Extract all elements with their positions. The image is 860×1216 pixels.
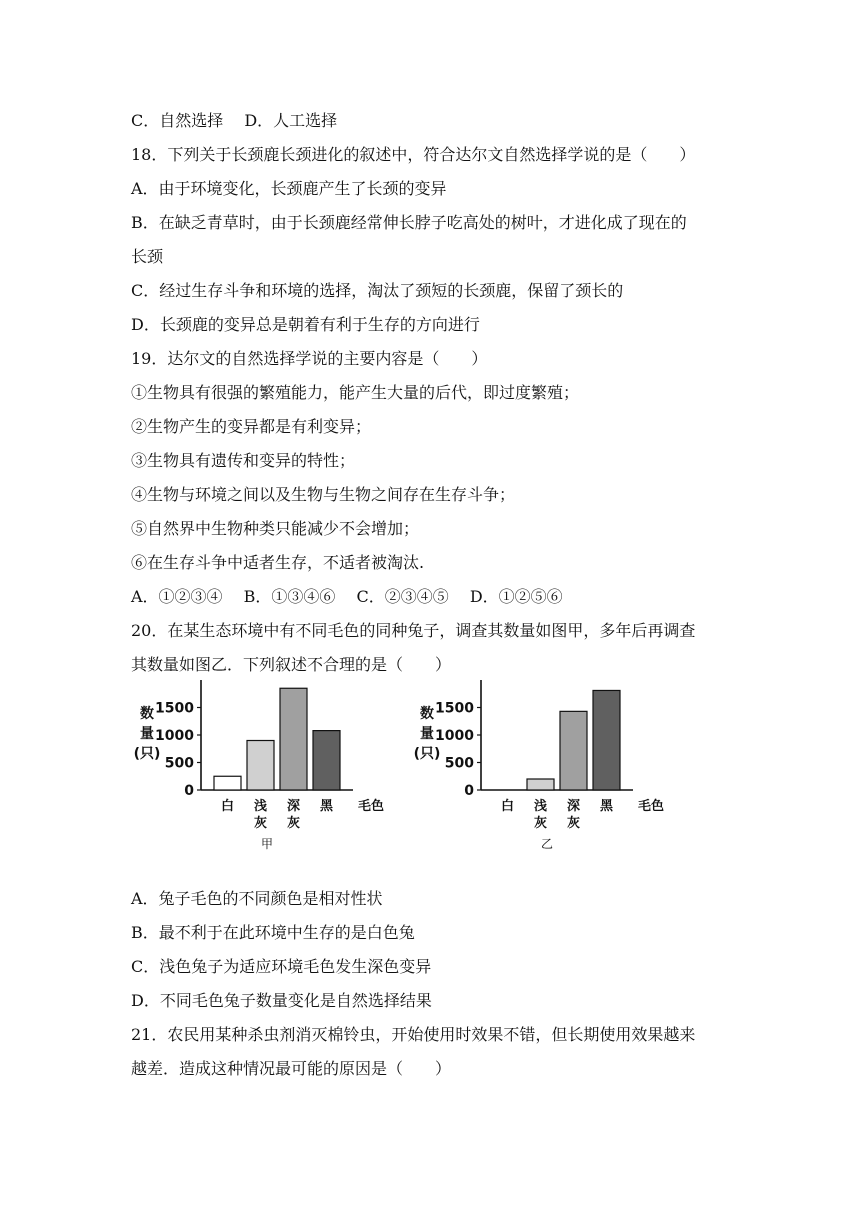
text-line: D．不同毛色兔子数量变化是自然选择结果 [131,991,432,1010]
bar-chart-yi [413,676,683,858]
text-line: B．最不利于在此环境中生存的是白色兔 [131,923,415,942]
y-tick-label: 1500 [435,700,474,717]
text-line: A．兔子毛色的不同颜色是相对性状 [131,889,383,908]
x-tick-label: 浅灰 [253,799,268,831]
x-tick-label: 白 [220,799,235,814]
chart-caption: 乙 [540,837,554,851]
text-line: A．由于环境变化，长颈鹿产生了长颈的变异 [131,179,447,198]
text-line: 长颈 [131,247,164,266]
text-line: D．长颈鹿的变异总是朝着有利于生存的方向进行 [131,315,480,334]
x-tick-label: 黑 [599,799,614,814]
y-tick-label: 0 [184,783,194,799]
text-line: 20．在某生态环境中有不同毛色的同种兔子，调查其数量如图甲，多年后再调查 [131,621,696,640]
text-line: C．自然选择 D．人工选择 [131,111,338,130]
bar-chart-yi-svg [413,676,683,858]
y-tick-label: 500 [164,755,194,772]
text-line: ⑥在生存斗争中适者生存，不适者被淘汰. [131,553,425,572]
bar-1 [527,779,554,790]
y-axis-label: 数量(只) [133,706,161,762]
x-tick-label: 白 [500,799,515,814]
y-tick-label: 1000 [155,728,194,744]
y-tick-label: 1000 [435,728,474,744]
text-line: ①生物具有很强的繁殖能力，能产生大量的后代，即过度繁殖； [131,383,580,402]
y-tick-label: 1500 [155,700,194,717]
bar-chart-jia-svg [133,676,403,858]
x-tick-label: 浅灰 [533,799,548,831]
x-axis-label: 毛色 [637,799,665,814]
text-line: 19．达尔文的自然选择学说的主要内容是（ ） [131,349,488,368]
text-line: 21．农民用某种杀虫剂消灭棉铃虫，开始使用时效果不错，但长期使用效果越来 [131,1025,696,1044]
y-tick-label: 500 [444,755,474,772]
x-tick-label: 深灰 [566,799,581,831]
bar-2 [280,688,307,790]
text-line: 越差．造成这种情况最可能的原因是（ ） [131,1059,452,1078]
bar-3 [593,690,620,790]
y-axis-label: 数量(只) [413,706,441,762]
text-line: A．①②③④ B．①③④⑥ C．②③④⑤ D．①②⑤⑥ [131,587,563,606]
x-tick-label: 深灰 [286,799,301,831]
x-tick-label: 黑 [319,799,334,814]
text-line: B．在缺乏青草时，由于长颈鹿经常伸长脖子吃高处的树叶，才进化成了现在的 [131,213,687,232]
text-line: 18．下列关于长颈鹿长颈进化的叙述中，符合达尔文自然选择学说的是（ ） [131,145,696,164]
bar-2 [560,711,587,790]
text-line: ②生物产生的变异都是有利变异； [131,417,372,436]
text-line: C．浅色兔子为适应环境毛色发生深色变异 [131,957,432,976]
y-tick-label: 0 [464,783,474,799]
text-line: C．经过生存斗争和环境的选择，淘汰了颈短的长颈鹿，保留了颈长的 [131,281,624,300]
chart-caption: 甲 [260,837,274,851]
text-line: ⑤自然界中生物种类只能减少不会增加； [131,519,420,538]
text-line: ③生物具有遗传和变异的特性； [131,451,356,470]
bar-chart-jia [133,676,403,858]
x-axis-label: 毛色 [357,799,385,814]
bar-0 [214,776,241,790]
text-line: 其数量如图乙．下列叙述不合理的是（ ） [131,655,452,674]
bar-1 [247,741,274,791]
text-line: ④生物与环境之间以及生物与生物之间存在生存斗争； [131,485,516,504]
bar-3 [313,731,340,790]
